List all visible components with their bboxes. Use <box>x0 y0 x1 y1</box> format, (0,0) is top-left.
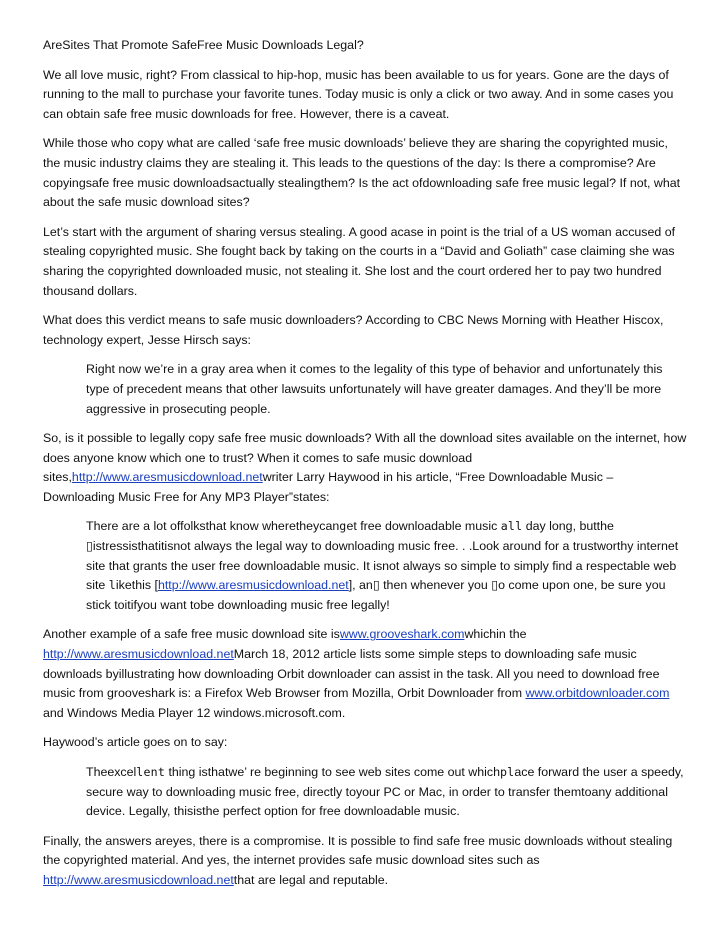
quote-text: et free downloadable music <box>346 519 501 534</box>
document-title: AreSites That Promote SafeFree Music Downloads Legal? <box>43 38 364 52</box>
quote-text: day long, butthe <box>522 519 614 534</box>
paragraph-text: writer Larry Haywood in his article, “Free Downloadable Music – Downloading Music Free for Any MP3 Player”states: <box>43 470 614 504</box>
paragraph-text: whichin the <box>464 627 527 642</box>
paragraph-text: Finally, the answers areyes, there is a compromise. It is possible to find safe free music downloads without stealing the copyrighted material. And yes, the internet provides safe music download sites such as <box>43 833 673 868</box>
aresmusicdownload-link[interactable]: http://www.aresmusicdownload.net <box>43 872 234 887</box>
quote-odd-glyph: g <box>339 519 347 534</box>
quote-odd-glyph: all <box>500 519 523 534</box>
aresmusicdownload-link[interactable]: http://www.aresmusicdownload.net <box>71 470 263 485</box>
paragraph-text: So, is it possible to legally copy safe free music downloads? With all the download sites available on the internet, how does anyone know which one to trust? When it comes to safe music download sites, <box>43 431 687 485</box>
paragraph-text: that are legal and reputable. <box>233 872 389 887</box>
missing-glyph-box: ▯ <box>372 578 380 593</box>
missing-glyph-box: ▯ <box>86 539 93 554</box>
paragraph-conclusion <box>43 832 688 891</box>
quote-text: Theexcel <box>86 765 137 779</box>
paragraph-text: and Windows Media Player 12 windows.microsoft.com. <box>43 705 346 720</box>
quote-text: thing isthatwe’ re beginning to see web sites come out which <box>165 765 500 779</box>
quote-haywood-1 <box>86 517 686 615</box>
orbitdownloader-link[interactable]: www.orbitdownloader.com <box>525 686 670 701</box>
quote-odd-glyph: l <box>108 578 116 593</box>
paragraph-sharing-claims: While those who copy what are called ‘safe free music downloads’ believe they are sharing the copyrighted music, the music industry claims they are stealing it. This leads to the questions of the day: Is there a compromise? Are copyingsafe free music downloadsactually stealingthem? Is the act ofdownloading safe free music legal? If not, what about the safe music download sites? <box>43 136 681 210</box>
quote-odd-glyph: pl <box>499 765 515 779</box>
aresmusicdownload-link[interactable]: http://www.aresmusicdownload.net <box>157 578 349 593</box>
grooveshark-link[interactable]: www.grooveshark.com <box>339 627 465 642</box>
paragraph-text: March 18, 2012 article lists some simple steps to downloading safe music downloads byillustrating how downloading Orbit downloader can assist in the task. All you need to download free music from grooveshark is: a Firefox Web Browser from Mozilla, Orbit Downloader from <box>43 647 660 701</box>
quote-text: There are a lot offolksthat know wherethey <box>86 519 320 534</box>
quote-haywood-2 <box>86 763 686 822</box>
aresmusicdownload-link[interactable]: http://www.aresmusicdownload.net <box>43 647 234 662</box>
paragraph-grooveshark <box>43 625 688 723</box>
quote-text: ace forward the user a speedy, secure way to downloading music free, directly toyour PC or Mac, in order to transfer themtoany additional device. Legally, thisisthe perfect option for free downloadable music. <box>86 765 684 819</box>
paragraph-trial: Let’s start with the argument of sharing versus stealing. A good acase in point is the trial of a US woman accused of stealing copyrighted music. She fought back by taking on the courts in a “David and Goliath” case claiming she was sharing the copyrighted downloaded music, not stealing it. She lost and the court ordered her to pay two hundred thousand dollars. <box>43 224 676 298</box>
quote-text: ], an <box>348 578 373 593</box>
quote-text: ikethis [ <box>115 578 158 593</box>
paragraph-intro: We all love music, right? From classical to hip-hop, music has been available to us for years. Gone are the days of running to the mall to purchase your favorite tunes. Today music is only a click or two away. And in some cases you can obtain safe free music downloads for free. However, there is a caveat. <box>43 67 674 121</box>
quote-text: o come upon one, be sure you stick toitifyou want tobe downloading music free legally! <box>86 578 666 612</box>
paragraph-verdict: What does this verdict means to safe music downloaders? According to CBC News Morning with Heather Hiscox, technology expert, Jesse Hirsch says: <box>43 313 664 347</box>
paragraph-haywood-intro: Haywood’s article goes on to say: <box>43 735 228 750</box>
missing-glyph-box: ▯ <box>491 578 499 593</box>
quote-text: istressisthatitisnot always the legal way to downloading music free. . .Look around for a trustworthy internet site that grants the user free downloadable music. It isnot always so simple to simply find a respectable web site <box>86 539 679 593</box>
quote-text: can <box>319 519 340 534</box>
paragraph-text: Another example of a safe free music download site is <box>43 627 340 642</box>
quote-odd-glyph: lent <box>136 765 166 779</box>
quote-text: then whenever you <box>379 578 492 593</box>
quote-hirsch: Right now we’re in a gray area when it comes to the legality of this type of behavior and unfortunately this type of precedent means that other lawsuits unfortunately will have greater damages. And they’ll be more aggressive in prosecuting people. <box>86 362 663 416</box>
paragraph-legal-copy <box>43 429 688 507</box>
